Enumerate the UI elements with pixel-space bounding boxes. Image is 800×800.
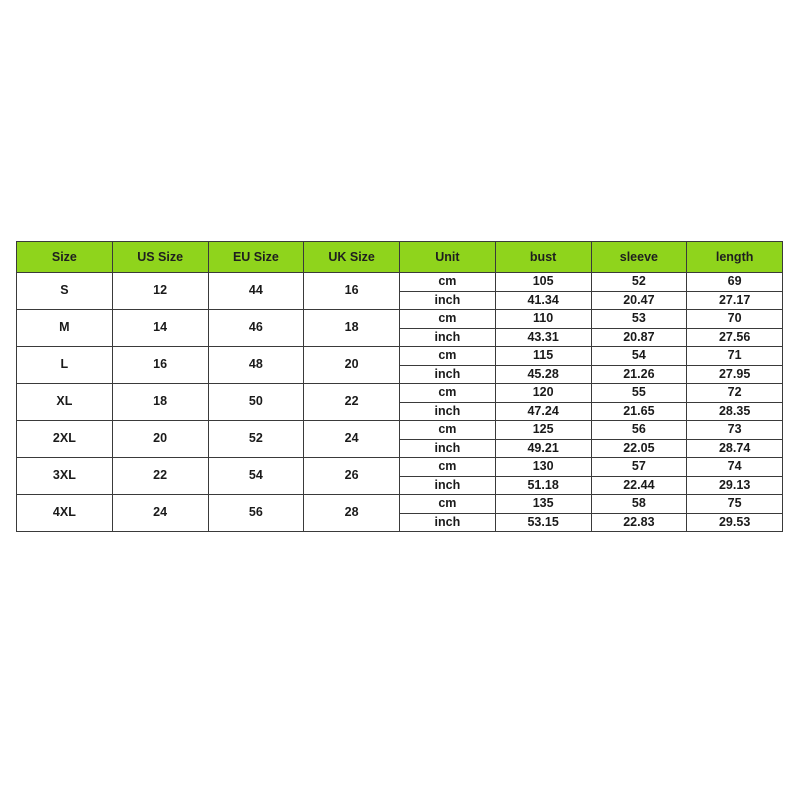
size-cell: S xyxy=(17,273,113,310)
bust-cell: 135 xyxy=(495,495,591,514)
eu-size-cell: 46 xyxy=(208,310,304,347)
eu-size-cell: 52 xyxy=(208,421,304,458)
header-row xyxy=(17,242,783,273)
unit-cell: inch xyxy=(400,513,496,532)
us-size-cell: 22 xyxy=(112,458,208,495)
us-size-cell: 24 xyxy=(112,495,208,532)
unit-cell: cm xyxy=(400,310,496,329)
bust-cell: 130 xyxy=(495,458,591,477)
us-size-cell: 12 xyxy=(112,273,208,310)
eu-size-cell: 50 xyxy=(208,384,304,421)
length-cell: 70 xyxy=(687,310,783,329)
unit-cell: cm xyxy=(400,384,496,403)
length-cell: 27.56 xyxy=(687,328,783,347)
bust-cell: 49.21 xyxy=(495,439,591,458)
sleeve-cell: 55 xyxy=(591,384,687,403)
bust-cell: 47.24 xyxy=(495,402,591,421)
header-bust: bust xyxy=(495,242,591,273)
eu-size-cell: 56 xyxy=(208,495,304,532)
unit-cell: inch xyxy=(400,476,496,495)
length-cell: 74 xyxy=(687,458,783,477)
uk-size-cell: 28 xyxy=(304,495,400,532)
bust-cell: 125 xyxy=(495,421,591,440)
us-size-cell: 18 xyxy=(112,384,208,421)
size-cell: 2XL xyxy=(17,421,113,458)
unit-cell: cm xyxy=(400,458,496,477)
sleeve-cell: 56 xyxy=(591,421,687,440)
unit-cell: inch xyxy=(400,328,496,347)
uk-size-cell: 24 xyxy=(304,421,400,458)
table-row xyxy=(17,458,783,477)
bust-cell: 105 xyxy=(495,273,591,292)
bust-cell: 53.15 xyxy=(495,513,591,532)
bust-cell: 43.31 xyxy=(495,328,591,347)
length-cell: 71 xyxy=(687,347,783,366)
sleeve-cell: 57 xyxy=(591,458,687,477)
bust-cell: 115 xyxy=(495,347,591,366)
us-size-cell: 14 xyxy=(112,310,208,347)
uk-size-cell: 18 xyxy=(304,310,400,347)
header-eu-size: EU Size xyxy=(208,242,304,273)
header-size: Size xyxy=(17,242,113,273)
table-row xyxy=(17,273,783,292)
sleeve-cell: 22.83 xyxy=(591,513,687,532)
eu-size-cell: 54 xyxy=(208,458,304,495)
sleeve-cell: 22.05 xyxy=(591,439,687,458)
uk-size-cell: 20 xyxy=(304,347,400,384)
length-cell: 69 xyxy=(687,273,783,292)
size-cell: 3XL xyxy=(17,458,113,495)
bust-cell: 45.28 xyxy=(495,365,591,384)
table-row xyxy=(17,310,783,329)
us-size-cell: 16 xyxy=(112,347,208,384)
unit-cell: cm xyxy=(400,347,496,366)
unit-cell: cm xyxy=(400,495,496,514)
header-sleeve: sleeve xyxy=(591,242,687,273)
sleeve-cell: 21.26 xyxy=(591,365,687,384)
size-cell: M xyxy=(17,310,113,347)
length-cell: 27.17 xyxy=(687,291,783,310)
header-uk-size: UK Size xyxy=(304,242,400,273)
unit-cell: cm xyxy=(400,273,496,292)
sleeve-cell: 22.44 xyxy=(591,476,687,495)
table-row xyxy=(17,421,783,440)
unit-cell: inch xyxy=(400,291,496,310)
size-cell: 4XL xyxy=(17,495,113,532)
uk-size-cell: 22 xyxy=(304,384,400,421)
unit-cell: inch xyxy=(400,402,496,421)
size-chart-table xyxy=(16,241,783,532)
bust-cell: 110 xyxy=(495,310,591,329)
header-us-size: US Size xyxy=(112,242,208,273)
bust-cell: 51.18 xyxy=(495,476,591,495)
sleeve-cell: 20.47 xyxy=(591,291,687,310)
table-row xyxy=(17,384,783,403)
length-cell: 28.35 xyxy=(687,402,783,421)
header-length: length xyxy=(687,242,783,273)
sleeve-cell: 53 xyxy=(591,310,687,329)
size-chart-body xyxy=(17,273,783,532)
bust-cell: 41.34 xyxy=(495,291,591,310)
length-cell: 29.13 xyxy=(687,476,783,495)
sleeve-cell: 20.87 xyxy=(591,328,687,347)
unit-cell: inch xyxy=(400,439,496,458)
sleeve-cell: 21.65 xyxy=(591,402,687,421)
eu-size-cell: 48 xyxy=(208,347,304,384)
length-cell: 28.74 xyxy=(687,439,783,458)
us-size-cell: 20 xyxy=(112,421,208,458)
eu-size-cell: 44 xyxy=(208,273,304,310)
uk-size-cell: 16 xyxy=(304,273,400,310)
sleeve-cell: 54 xyxy=(591,347,687,366)
sleeve-cell: 52 xyxy=(591,273,687,292)
size-chart-header xyxy=(17,242,783,273)
sleeve-cell: 58 xyxy=(591,495,687,514)
table-row xyxy=(17,347,783,366)
header-unit: Unit xyxy=(400,242,496,273)
length-cell: 27.95 xyxy=(687,365,783,384)
length-cell: 73 xyxy=(687,421,783,440)
size-cell: L xyxy=(17,347,113,384)
unit-cell: inch xyxy=(400,365,496,384)
unit-cell: cm xyxy=(400,421,496,440)
bust-cell: 120 xyxy=(495,384,591,403)
size-cell: XL xyxy=(17,384,113,421)
table-row xyxy=(17,495,783,514)
length-cell: 75 xyxy=(687,495,783,514)
length-cell: 72 xyxy=(687,384,783,403)
length-cell: 29.53 xyxy=(687,513,783,532)
uk-size-cell: 26 xyxy=(304,458,400,495)
